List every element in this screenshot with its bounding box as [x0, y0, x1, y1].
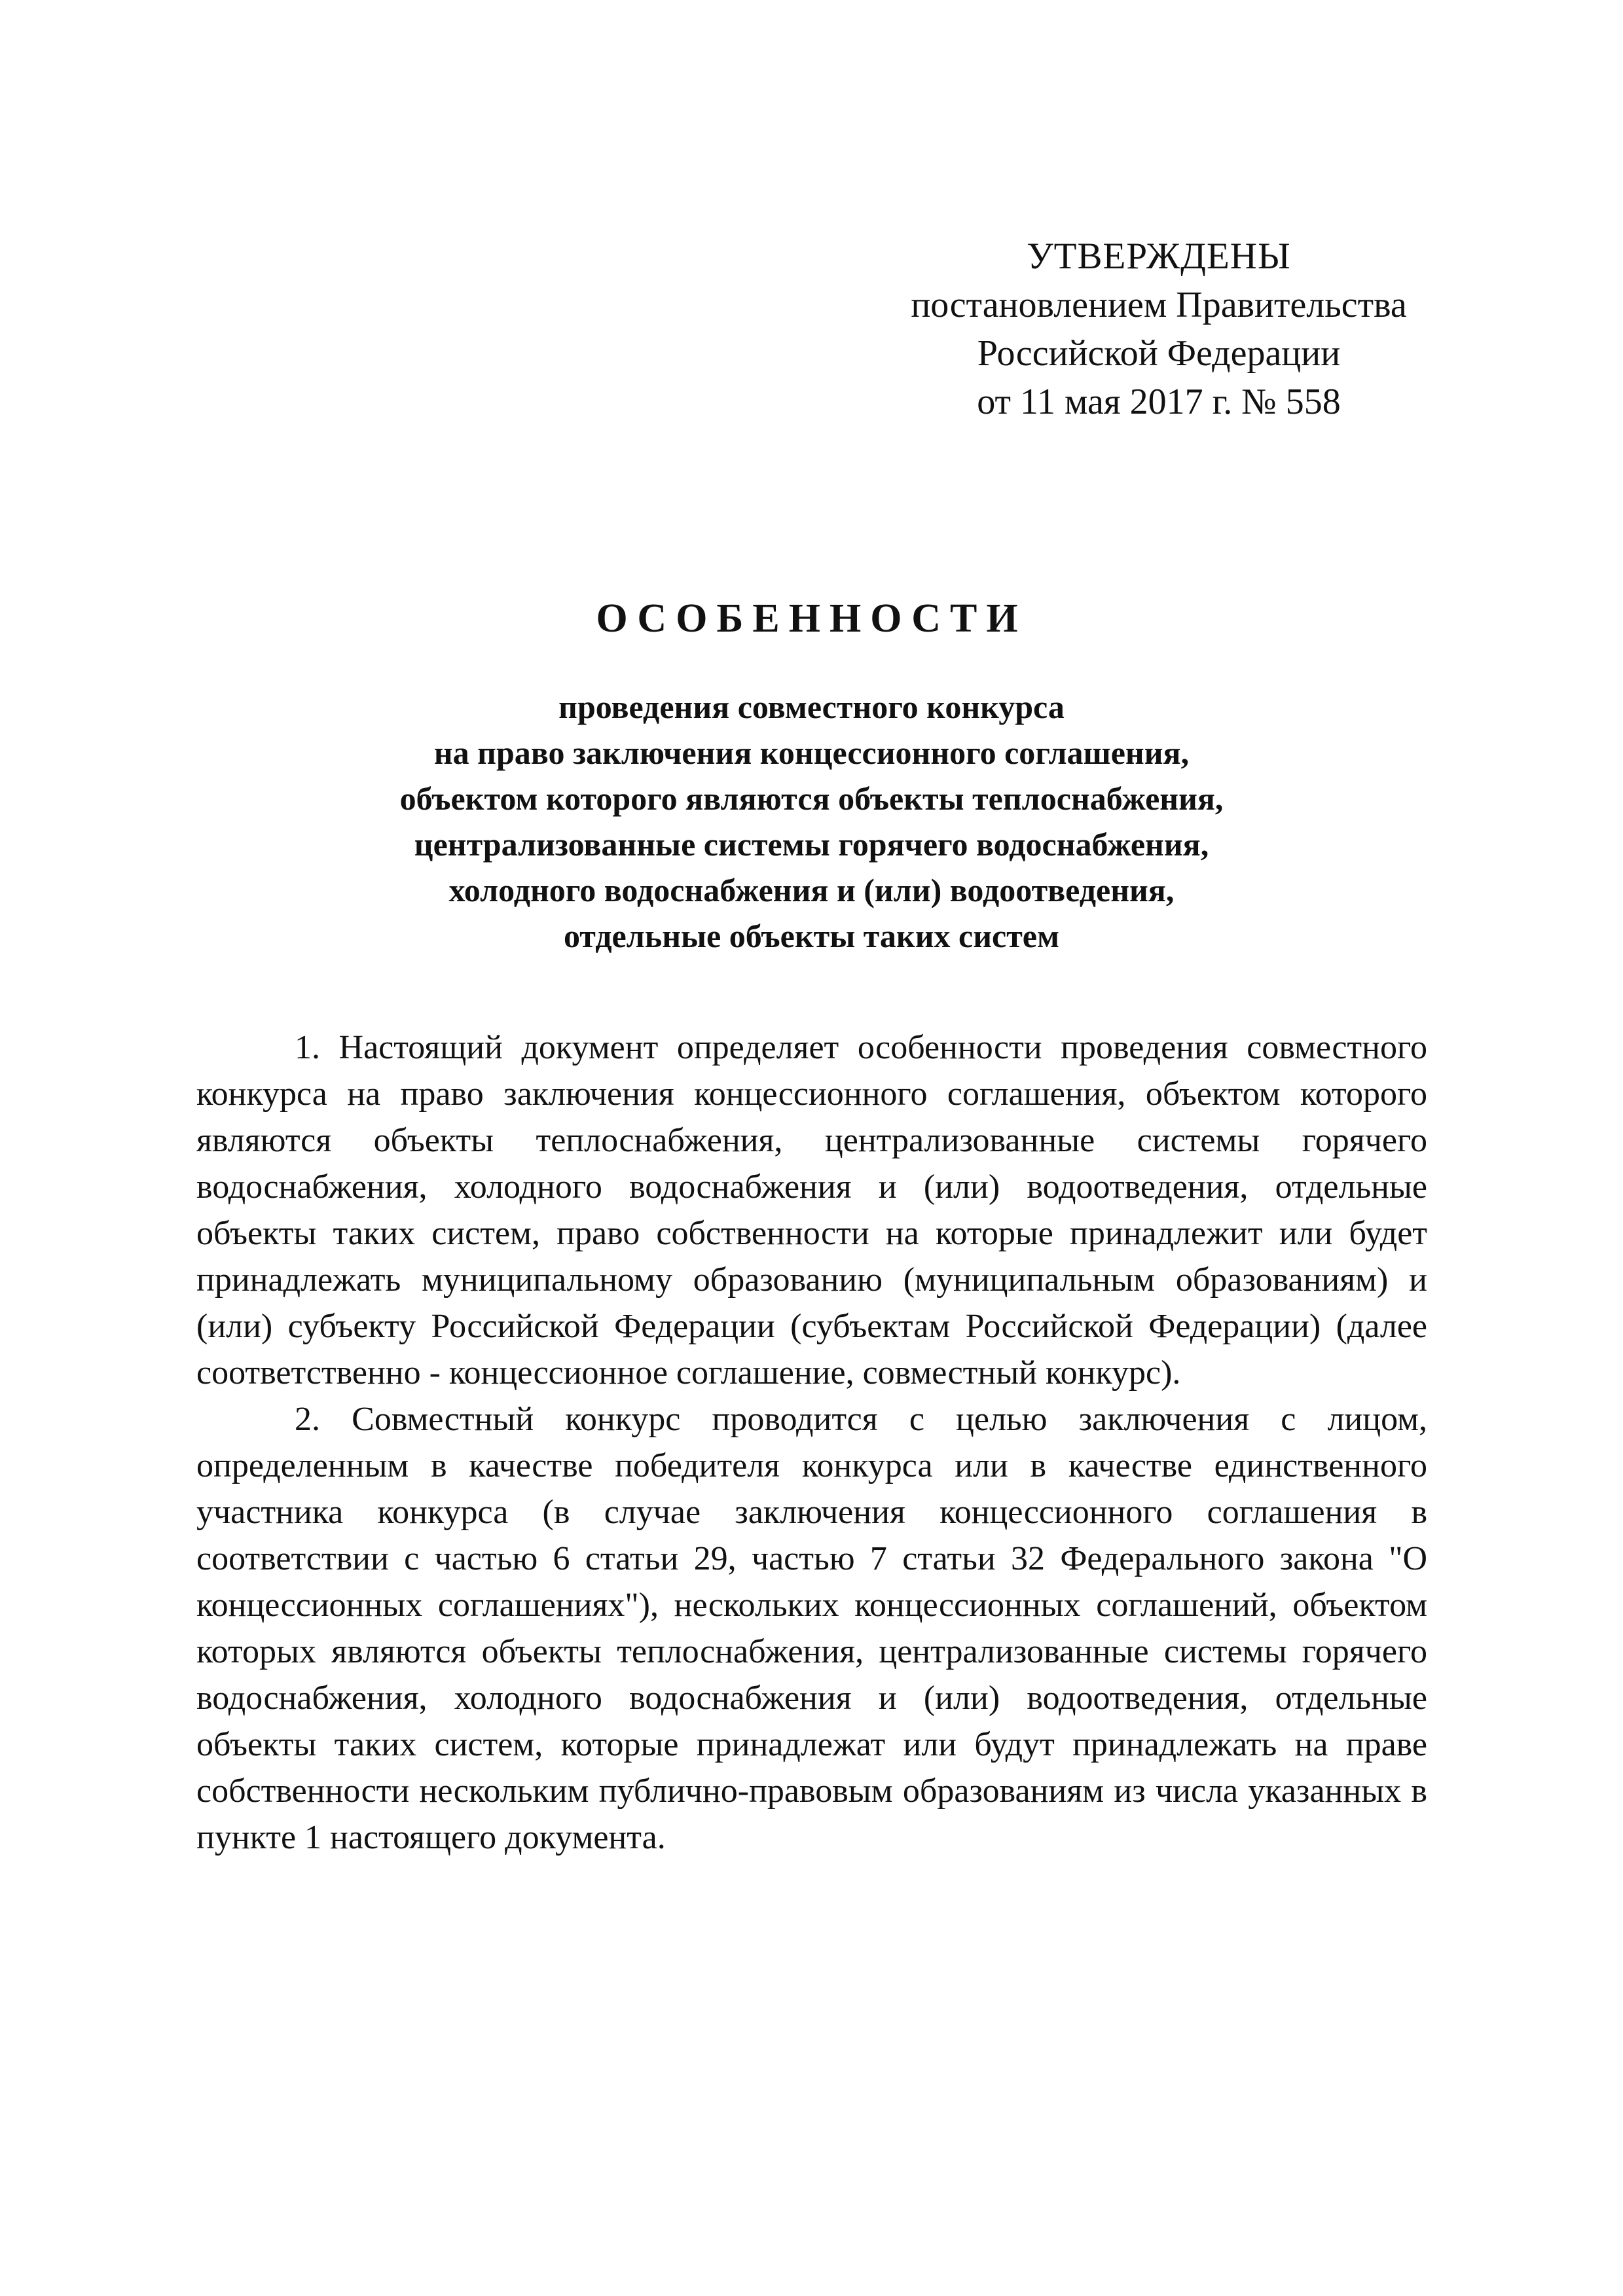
- approval-date-number: от 11 мая 2017 г. № 558: [977, 382, 1341, 422]
- subtitle-line: централизованные системы горячего водоснабжения,: [414, 826, 1209, 863]
- subtitle-line: проведения совместного конкурса: [558, 689, 1065, 725]
- paragraph-2: 2. Совместный конкурс проводится с целью заключения с лицом, определенным в качестве победителя конкурса или в качестве единственного участника конкурса (в случае заключения концессионного соглашения в соответствии с частью 6 статьи 29, частью 7 статьи 32 Федерального закона "О концессионных соглашениях"), нескольких концессионных соглашений, объектом которых являются объекты теплоснабжения, централизованные системы горячего водоснабжения, холодного водоснабжения и (или) водоотведения, отдельные объекты таких систем, которые принадлежат или будут принадлежать на праве собственности нескольким публично-правовым образованиям из числа указанных в пункте 1 настоящего документа.: [196, 1401, 1427, 1856]
- approval-country: Российской Федерации: [977, 333, 1341, 374]
- subtitle-line: отдельные объекты таких систем: [563, 918, 1060, 954]
- document-title: [0, 592, 1623, 959]
- document-body: [196, 1024, 1427, 1861]
- approval-issuer: постановлением Правительства: [911, 285, 1407, 325]
- title-main: ОСОБЕННОСТИ: [596, 596, 1027, 641]
- approved-heading: УТВЕРЖДЕНЫ: [1027, 236, 1291, 277]
- subtitle-line: на право заключения концессионного соглашения,: [433, 734, 1190, 771]
- approval-stamp: [864, 232, 1453, 426]
- subtitle-line: холодного водоснабжения и (или) водоотведения,: [448, 872, 1175, 908]
- paragraph-1: 1. Настоящий документ определяет особенности проведения совместного конкурса на право заключения концессионного соглашения, объектом которого являются объекты теплоснабжения, централизованные системы горячего водоснабжения, холодного водоснабжения и (или) водоотведения, отдельные объекты таких систем, право собственности на которые принадлежит или будет принадлежать муниципальному образованию (муниципальным образованиям) и (или) субъекту Российской Федерации (субъектам Российской Федерации) (далее соответственно - концессионное соглашение, совместный конкурс).: [196, 1029, 1427, 1391]
- subtitle-line: объектом которого являются объекты теплоснабжения,: [399, 780, 1224, 817]
